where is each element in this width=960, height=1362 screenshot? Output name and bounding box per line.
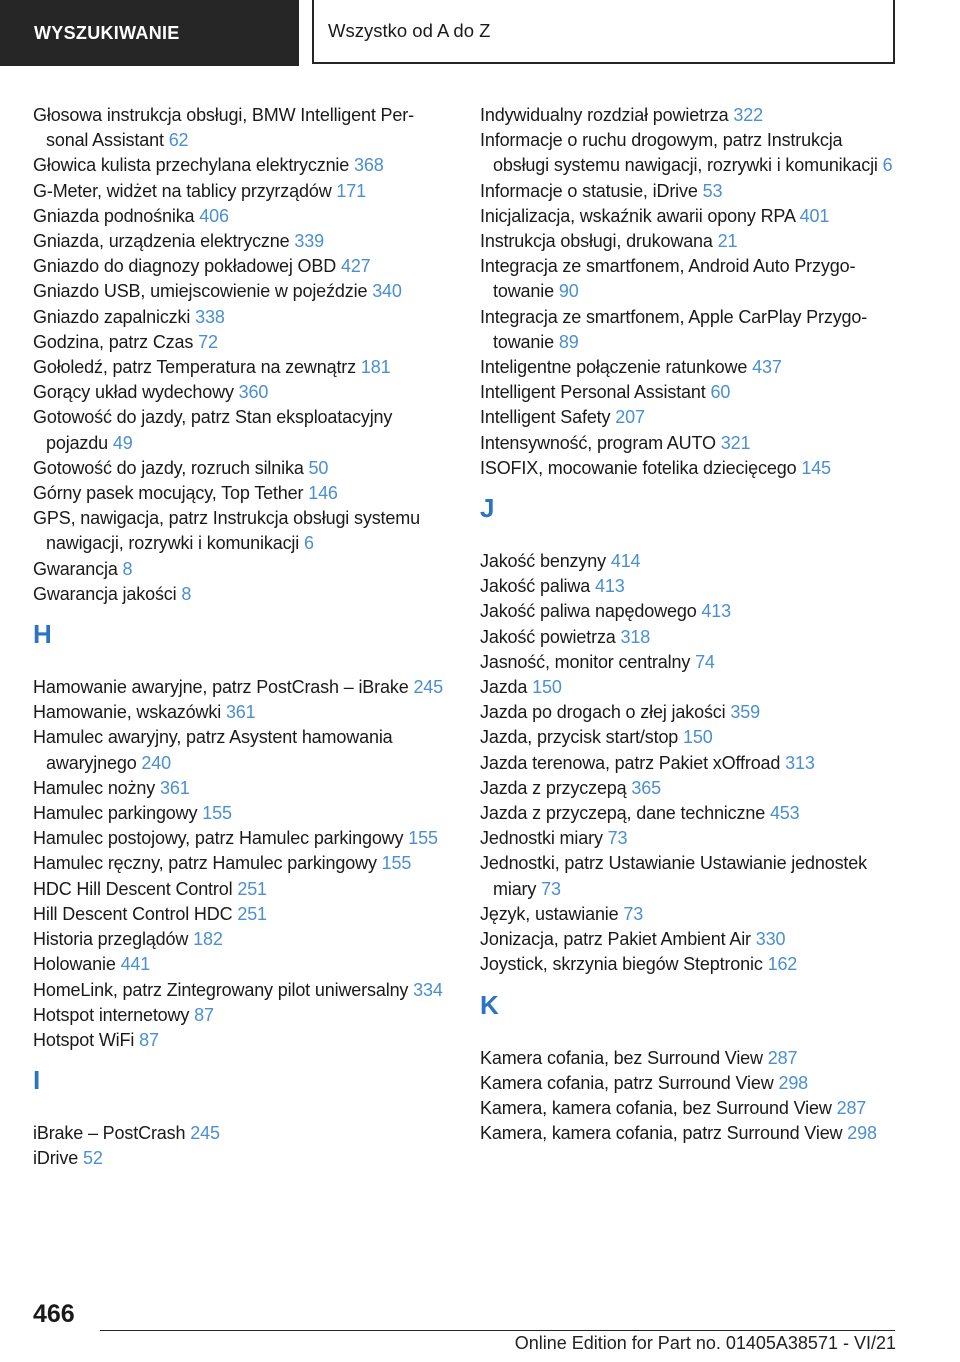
index-entry-text: Gotowość do jazdy, patrz Stan eksploatacyjny pojazdu bbox=[33, 407, 393, 453]
index-entry-text: Hamulec awaryjny, patrz Asystent hamowania awaryjnego bbox=[33, 727, 393, 773]
page-reference-link[interactable]: 414 bbox=[610, 551, 641, 572]
index-entry bbox=[33, 405, 449, 455]
index-entry-text: Hamowanie awaryjne, patrz PostCrash – iBrake bbox=[33, 677, 409, 698]
page-reference-link[interactable]: 251 bbox=[237, 903, 267, 924]
index-entry-text: Kamera, kamera cofania, patrz Surround View bbox=[480, 1123, 843, 1144]
index-entry-text: Godzina, patrz Czas bbox=[33, 331, 194, 352]
index-entry-text: Jakość paliwa napędowego bbox=[480, 601, 697, 622]
index-entry-text: Hotspot internetowy bbox=[33, 1004, 190, 1025]
index-entry bbox=[33, 675, 449, 700]
page-reference-link[interactable]: 365 bbox=[631, 777, 661, 798]
index-entry-text: Gwarancja bbox=[33, 558, 118, 579]
section-letter-heading: H bbox=[33, 619, 52, 650]
page-reference-link[interactable]: 413 bbox=[701, 601, 732, 622]
chapter-title-box bbox=[312, 0, 895, 64]
page-reference-link[interactable]: 52 bbox=[82, 1148, 103, 1169]
index-entry-text: Jazda po drogach o złej jakości bbox=[480, 702, 726, 723]
page-reference-link[interactable]: 287 bbox=[836, 1097, 867, 1118]
index-entry-text: Inicjalizacja, wskaźnik awarii opony RPA bbox=[480, 205, 795, 226]
index-entry-text: iBrake – PostCrash bbox=[33, 1123, 186, 1144]
index-entry bbox=[33, 179, 449, 204]
page-reference-link[interactable]: 368 bbox=[354, 155, 384, 176]
page-reference-link[interactable]: 181 bbox=[360, 357, 391, 378]
section-tab[interactable] bbox=[0, 0, 299, 66]
index-entry bbox=[480, 103, 900, 128]
index-entry-text: Indywidualny rozdział powietrza bbox=[480, 105, 729, 125]
page-reference-link[interactable]: 321 bbox=[720, 432, 751, 453]
index-entry bbox=[480, 902, 900, 927]
page-reference-link[interactable]: 207 bbox=[615, 407, 645, 428]
page-reference-link[interactable]: 87 bbox=[139, 1029, 159, 1050]
index-entry bbox=[33, 279, 449, 304]
index-entry-text: Gołoledź, patrz Temperatura na zewnątrz bbox=[33, 357, 356, 378]
index-entry bbox=[33, 1028, 449, 1053]
index-entry bbox=[480, 456, 900, 481]
index-entry bbox=[33, 1121, 449, 1146]
index-entry bbox=[33, 330, 449, 355]
index-entry-text: Gorący układ wydechowy bbox=[33, 382, 234, 403]
index-entry-text: HomeLink, patrz Zintegrowany pilot uniwersalny bbox=[33, 979, 409, 1000]
index-entry bbox=[480, 204, 900, 229]
index-entry bbox=[33, 153, 449, 178]
page-reference-link[interactable]: 53 bbox=[702, 180, 723, 201]
page-reference-link[interactable]: 50 bbox=[308, 457, 329, 478]
index-entry bbox=[480, 1121, 900, 1146]
index-entry bbox=[33, 776, 449, 801]
index-entry-text: Kamera cofania, patrz Surround View bbox=[480, 1072, 774, 1093]
index-entry bbox=[480, 952, 900, 977]
page-reference-link[interactable]: 406 bbox=[199, 205, 229, 226]
index-entry bbox=[480, 599, 900, 624]
page-reference-link[interactable]: 413 bbox=[594, 576, 625, 597]
index-entry-text: Gniazda podnośnika bbox=[33, 205, 195, 226]
page-reference-link[interactable]: 330 bbox=[755, 929, 786, 950]
page-reference-link[interactable]: 90 bbox=[558, 281, 579, 302]
footer-divider bbox=[100, 1330, 895, 1331]
index-entry bbox=[33, 380, 449, 405]
index-entry bbox=[33, 1003, 449, 1028]
edition-info: Online Edition for Part no. 01405A38571 - VI/21 bbox=[514, 1333, 896, 1353]
page-reference-link[interactable]: 150 bbox=[532, 677, 562, 698]
page-reference-link[interactable]: 453 bbox=[769, 803, 800, 824]
index-entry-text: Gotowość do jazdy, rozruch silnika bbox=[33, 457, 304, 478]
index-entry bbox=[33, 355, 449, 380]
page-number: 466 bbox=[33, 1300, 75, 1328]
index-entry-text: Jednostki, patrz Ustawianie Ustawianie jednostek miary bbox=[480, 853, 867, 899]
index-entry bbox=[33, 851, 449, 876]
index-entry bbox=[33, 978, 449, 1003]
page-reference-link[interactable]: 155 bbox=[408, 828, 438, 849]
index-entry-text: Integracja ze smartfonem, Apple CarPlay Przygotowanie bbox=[480, 306, 868, 352]
index-entry-text: Jonizacja, patrz Pakiet Ambient Air bbox=[480, 929, 751, 950]
index-entry bbox=[480, 1071, 900, 1096]
page-reference-link[interactable]: 298 bbox=[847, 1123, 877, 1144]
index-entry-text: Język, ustawianie bbox=[480, 903, 619, 924]
index-entry bbox=[480, 650, 900, 675]
index-entry bbox=[33, 254, 449, 279]
index-entry-text: Instrukcja obsługi, drukowana bbox=[480, 231, 713, 252]
index-entry bbox=[480, 549, 900, 574]
section-letter-heading: K bbox=[480, 989, 499, 1020]
index-entry bbox=[33, 456, 449, 481]
index-entry-text: Jazda, przycisk start/stop bbox=[480, 727, 679, 748]
index-entry-text: Hamulec parkingowy bbox=[33, 803, 198, 824]
index-entry bbox=[480, 851, 900, 901]
index-entry-text: Hamulec postojowy, patrz Hamulec parkingowy bbox=[33, 828, 404, 849]
index-entry-text: Intelligent Personal Assistant bbox=[480, 382, 706, 403]
page-reference-link[interactable]: 87 bbox=[194, 1004, 214, 1025]
page-reference-link[interactable]: 6 bbox=[303, 533, 314, 554]
index-entry bbox=[480, 625, 900, 650]
index-entry bbox=[480, 574, 900, 599]
index-entry-text: Jazda z przyczepą, dane techniczne bbox=[480, 803, 766, 824]
page-reference-link[interactable]: 89 bbox=[558, 331, 579, 352]
index-entry bbox=[33, 1146, 449, 1171]
index-entry-text: Historia przeglądów bbox=[33, 929, 189, 950]
index-entry-text: HDC Hill Descent Control bbox=[33, 878, 233, 899]
page-reference-link[interactable]: 340 bbox=[372, 281, 402, 302]
page-reference-link[interactable]: 441 bbox=[120, 954, 151, 975]
index-entry-text: GPS, nawigacja, patrz Instrukcja obsługi systemu nawigacji, rozrywki i komunikacji bbox=[33, 508, 420, 554]
index-entry-text: Kamera, kamera cofania, bez Surround View bbox=[480, 1097, 832, 1118]
page-reference-link[interactable]: 322 bbox=[733, 105, 763, 125]
page-header bbox=[0, 0, 960, 66]
index-entry-text: Jakość powietrza bbox=[480, 626, 616, 647]
page-reference-link[interactable]: 62 bbox=[168, 130, 189, 151]
index-entry bbox=[33, 229, 449, 254]
page-reference-link[interactable]: 72 bbox=[198, 331, 218, 352]
index-entry bbox=[480, 254, 900, 304]
index-entry bbox=[480, 801, 900, 826]
index-entry bbox=[33, 877, 449, 902]
index-entry-text: Jasność, monitor centralny bbox=[480, 651, 691, 672]
index-entry-text: Hamulec ręczny, patrz Hamulec parkingowy bbox=[33, 853, 377, 874]
index-entry-text: Informacje o ruchu drogowym, patrz Instrukcja obsługi systemu nawigacji, rozrywki i komunikacji bbox=[480, 130, 878, 176]
index-entry bbox=[33, 725, 449, 775]
index-entry bbox=[480, 380, 900, 405]
page-reference-link[interactable]: 360 bbox=[238, 382, 269, 403]
index-entry-text: Hotspot WiFi bbox=[33, 1029, 135, 1050]
page-reference-link[interactable]: 313 bbox=[785, 752, 815, 773]
index-entry bbox=[480, 405, 900, 430]
index-entry bbox=[480, 776, 900, 801]
page-reference-link[interactable]: 361 bbox=[159, 777, 190, 798]
index-entry bbox=[33, 826, 449, 851]
index-entry bbox=[480, 1046, 900, 1071]
index-entry-text: Kamera cofania, bez Surround View bbox=[480, 1047, 763, 1068]
page-reference-link[interactable]: 171 bbox=[336, 180, 367, 201]
index-entry-text: ISOFIX, mocowanie fotelika dziecięcego bbox=[480, 457, 797, 478]
index-entry-text: Inteligentne połączenie ratunkowe bbox=[480, 357, 748, 378]
index-entry-text: Hamowanie, wskazówki bbox=[33, 702, 222, 723]
page-reference-link[interactable]: 334 bbox=[413, 979, 443, 1000]
index-entry-text: Gwarancja jakości bbox=[33, 583, 177, 604]
page-reference-link[interactable]: 146 bbox=[308, 483, 338, 504]
index-entry bbox=[33, 557, 449, 582]
page-reference-link[interactable]: 339 bbox=[294, 231, 324, 252]
index-entry bbox=[33, 204, 449, 229]
index-entry-text: Intensywność, program AUTO bbox=[480, 432, 716, 453]
index-column-right bbox=[480, 103, 900, 1146]
index-entry bbox=[480, 725, 900, 750]
page-reference-link[interactable]: 427 bbox=[340, 256, 371, 277]
index-entry-text: iDrive bbox=[33, 1148, 79, 1169]
index-entry-text: Jazda z przyczepą bbox=[480, 777, 627, 798]
page-reference-link[interactable]: 145 bbox=[801, 457, 831, 478]
index-entry bbox=[33, 902, 449, 927]
page-reference-link[interactable]: 245 bbox=[413, 677, 444, 698]
chapter-title: Wszystko od A do Z bbox=[328, 20, 491, 41]
index-entry-text: Holowanie bbox=[33, 954, 116, 975]
page-reference-link[interactable]: 251 bbox=[237, 878, 267, 899]
page-reference-link[interactable]: 318 bbox=[620, 626, 651, 647]
index-entry bbox=[480, 355, 900, 380]
index-entry-text: G-Meter, widżet na tablicy przyrządów bbox=[33, 180, 332, 201]
index-entry-text: Górny pasek mocujący, Top Tether bbox=[33, 483, 304, 504]
index-entry-text: Jakość benzyny bbox=[480, 551, 606, 572]
page-reference-link[interactable]: 155 bbox=[202, 803, 232, 824]
index-entry-text: Hamulec nożny bbox=[33, 777, 156, 798]
page-reference-link[interactable]: 73 bbox=[623, 903, 644, 924]
index-entry bbox=[33, 952, 449, 977]
index-entry-text: Jakość paliwa bbox=[480, 576, 591, 597]
index-entry bbox=[480, 826, 900, 851]
index-entry bbox=[33, 700, 449, 725]
page-reference-link[interactable]: 60 bbox=[710, 382, 731, 403]
index-entry bbox=[480, 675, 900, 700]
page-reference-link[interactable]: 150 bbox=[683, 727, 713, 748]
index-column-left bbox=[33, 103, 449, 1172]
page-reference-link[interactable]: 8 bbox=[122, 558, 133, 579]
page-reference-link[interactable]: 338 bbox=[195, 306, 225, 327]
index-entry bbox=[33, 506, 449, 556]
index-entry bbox=[480, 1096, 900, 1121]
index-entry-text: Intelligent Safety bbox=[480, 407, 611, 428]
page-reference-link[interactable]: 49 bbox=[112, 432, 133, 453]
page-reference-link[interactable]: 182 bbox=[193, 929, 223, 950]
index-entry bbox=[33, 801, 449, 826]
index-entry bbox=[480, 700, 900, 725]
index-entry bbox=[480, 305, 900, 355]
section-tab-label: WYSZUKIWANIE bbox=[34, 22, 180, 43]
page-reference-link[interactable]: 298 bbox=[778, 1072, 809, 1093]
index-entry bbox=[33, 582, 449, 607]
index-entry-text: Hill Descent Control HDC bbox=[33, 903, 233, 924]
page-reference-link[interactable]: 6 bbox=[882, 155, 893, 176]
page-reference-link[interactable]: 73 bbox=[607, 828, 628, 849]
page-reference-link[interactable]: 73 bbox=[541, 878, 561, 899]
index-entry bbox=[33, 103, 449, 153]
index-entry-text: Integracja ze smartfonem, Android Auto Przygotowanie bbox=[480, 256, 856, 302]
page-reference-link[interactable]: 8 bbox=[181, 583, 192, 604]
page-reference-link[interactable]: 74 bbox=[695, 651, 715, 672]
index-entry-text: Gniazda, urządzenia elektryczne bbox=[33, 231, 290, 252]
index-entry bbox=[480, 927, 900, 952]
page-reference-link[interactable]: 162 bbox=[767, 954, 798, 975]
index-entry-text: Jazda bbox=[480, 677, 528, 698]
index-entry bbox=[480, 751, 900, 776]
index-entry-text: Gniazdo do diagnozy pokładowej OBD bbox=[33, 256, 337, 277]
index-entry bbox=[480, 431, 900, 456]
section-letter-heading: J bbox=[480, 493, 495, 524]
page-reference-link[interactable]: 155 bbox=[381, 853, 412, 874]
page-reference-link[interactable]: 287 bbox=[767, 1047, 798, 1068]
index-entry-text: Gniazdo zapalniczki bbox=[33, 306, 191, 327]
index-entry bbox=[480, 179, 900, 204]
index-entry-text: Jazda terenowa, patrz Pakiet xOffroad bbox=[480, 752, 781, 773]
index-entry bbox=[33, 481, 449, 506]
index-entry-text: Jednostki miary bbox=[480, 828, 603, 849]
index-entry-text: Joystick, skrzynia biegów Steptronic bbox=[480, 954, 763, 975]
index-entry bbox=[33, 305, 449, 330]
section-letter-heading: I bbox=[33, 1065, 41, 1096]
page-reference-link[interactable]: 361 bbox=[225, 702, 256, 723]
index-entry-text: Gniazdo USB, umiejscowienie w pojeździe bbox=[33, 281, 368, 302]
page-reference-link[interactable]: 359 bbox=[730, 702, 760, 723]
index-entry-text: Głowica kulista przechylana elektrycznie bbox=[33, 155, 350, 176]
page-reference-link[interactable]: 437 bbox=[752, 357, 782, 378]
index-entry-text: Głosowa instrukcja obsługi, BMW Intelligent Personal Assistant bbox=[33, 105, 415, 151]
index-entry-text: Informacje o statusie, iDrive bbox=[480, 180, 698, 201]
page-reference-link[interactable]: 21 bbox=[717, 231, 738, 252]
index-entry bbox=[33, 927, 449, 952]
page-reference-link[interactable]: 401 bbox=[799, 205, 830, 226]
page-reference-link[interactable]: 240 bbox=[141, 752, 172, 773]
index-entry bbox=[480, 229, 900, 254]
page-reference-link[interactable]: 245 bbox=[190, 1123, 220, 1144]
index-entry bbox=[480, 128, 900, 178]
